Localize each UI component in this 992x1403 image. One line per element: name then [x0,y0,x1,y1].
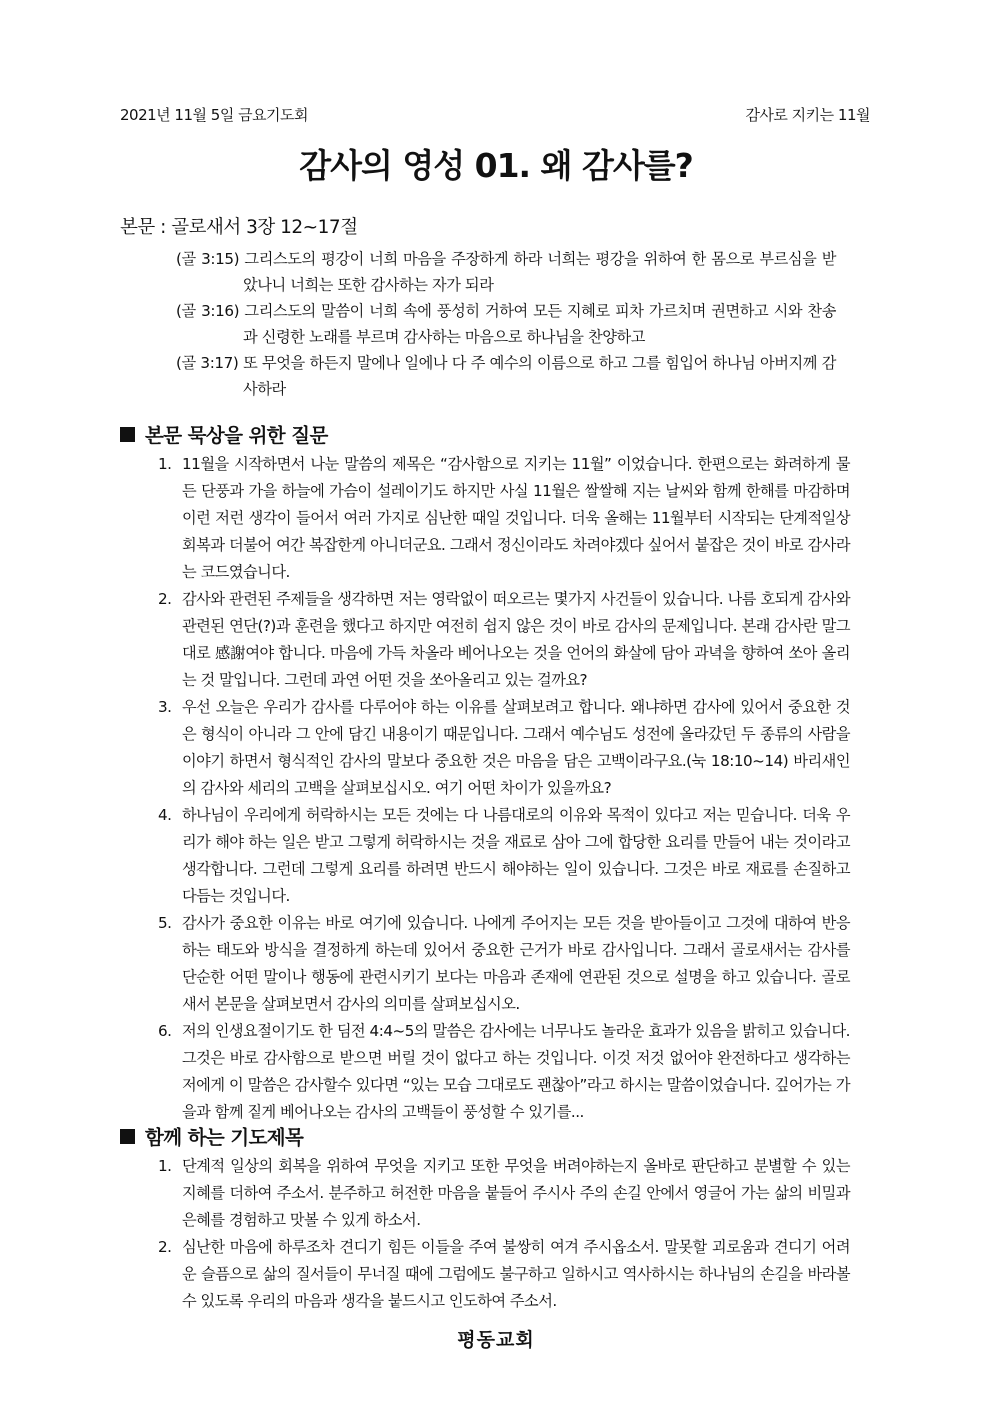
item-number: 5. [158,914,172,932]
prayers-heading [120,1122,303,1150]
list-item [158,1234,850,1315]
item-number: 6. [158,1022,172,1040]
church-name: 평동교회 [457,1329,535,1351]
item-text: 단계적 일상의 회복을 위하여 무엇을 지키고 또한 무엇을 버려야하는지 올바로 판단하고 분별할 수 있는 지혜를 더하여 주소서. 분주하고 허전한 마음을 붙들어 주시사 주의 손길 안에서 영글어 가는 삶의 비밀과 은혜를 경험하고 맛볼 수 있게 하소서. [182,1157,850,1229]
list-item [158,1018,850,1126]
list-item [158,910,850,1018]
item-number: 2. [158,590,172,608]
item-number: 1. [158,455,172,473]
square-bullet-icon [120,427,135,442]
document-header [120,104,870,125]
item-text: 저의 인생요절이기도 한 딤전 4:4~5의 말씀은 감사에는 너무나도 놀라운 효과가 있음을 밝히고 있습니다. 그것은 바로 감사함으로 받으면 버릴 것이 없다고 하는 것입니다. 이것 저것 없어야 완전하다고 생각하는 저에게 이 말씀은 감사할수 있다면 “있는 모습 그대로도 괜찮아”라고 하시는 말씀이었습니다. 깊어가는 가을과 함께 짙게 베어나오는 감사의 고백들이 풍성할 수 있기를... [182,1022,850,1121]
questions-heading [120,420,328,448]
item-text: 감사가 중요한 이유는 바로 여기에 있습니다. 나에게 주어지는 모든 것을 받아들이고 그것에 대하여 반응하는 태도와 방식을 결정하게 하는데 있어서 중요한 근거가 바로 감사입니다. 그래서 골로새서는 감사를 단순한 어떤 말이나 행동에 관련시키기 보다는 마음과 존재에 연관된 것으로 설명을 하고 있습니다. 골로새서 본문을 살펴보면서 감사의 의미를 살펴보십시오. [182,914,850,1013]
questions-list [158,451,850,1126]
item-text: 하나님이 우리에게 허락하시는 모든 것에는 다 나름대로의 이유와 목적이 있다고 저는 믿습니다. 더욱 우리가 해야 하는 일은 받고 그렇게 허락하시는 것을 재료로 삼아 그에 합당한 요리를 만들어 내는 것이라고 생각합니다. 그런데 그렇게 요리를 하려면 반드시 해야하는 일이 있습니다. 그것은 바로 재료를 손질하고 다듬는 것입니다. [182,806,850,905]
item-number: 1. [158,1157,172,1175]
item-text: 심난한 마음에 하루조차 견디기 힘든 이들을 주여 불쌍히 여겨 주시옵소서. 말못할 괴로움과 견디기 어려운 슬픔으로 삶의 질서들이 무너질 때에 그럼에도 불구하고 일하시고 역사하시는 하나님의 손길을 바라볼수 있도록 우리의 마음과 생각을 붙드시고 인도하여 주소서. [182,1238,850,1310]
item-text: 감사와 관련된 주제들을 생각하면 저는 영락없이 떠오르는 몇가지 사건들이 있습니다. 나름 호되게 감사와 관련된 연단(?)과 훈련을 했다고 하지만 여전히 쉽지 않은 것이 바로 감사의 문제입니다. 본래 감사란 말그대로 感謝여야 합니다. 마음에 가득 차올라 베어나오는 것을 언어의 화살에 담아 과녁을 향하여 쏘아 올리는 것 말입니다. 그런데 과연 어떤 것을 쏘아올리고 있는 걸까요? [182,590,850,689]
verse-ref: (골 3:15) [176,250,240,268]
scripture-reference: 본문 : 골로새서 3장 12~17절 [120,217,358,238]
list-item [158,451,850,586]
verse-text: 그리스도의 말씀이 너희 속에 풍성히 거하여 모든 지혜로 피차 가르치며 권면하고 시와 찬송과 신령한 노래를 부르며 감사하는 마음으로 하나님을 찬양하고 [243,302,836,346]
prayers-list [158,1153,850,1315]
item-number: 2. [158,1238,172,1256]
verse [176,350,836,402]
questions-heading-text: 본문 묵상을 위한 질문 [145,424,328,447]
verse-text: 그리스도의 평강이 너희 마음을 주장하게 하라 너희는 평강을 위하여 한 몸으로 부르심을 받았나니 너희는 또한 감사하는 자가 되라 [243,250,836,294]
item-number: 4. [158,806,172,824]
item-text: 11월을 시작하면서 나눈 말씀의 제목은 “감사함으로 지키는 11월” 이었습니다. 한편으로는 화려하게 물든 단풍과 가을 하늘에 가슴이 설레이기도 하지만 사실 11월은 쌀쌀해 지는 날씨와 함께 한해를 마감하며 이런 저런 생각이 들어서 여러 가지로 심난한 때일 것입니다. 더욱 올해는 11월부터 시작되는 단계적일상회복과 더불어 여간 복잡한게 아니더군요. 그래서 정신이라도 차려야겠다 싶어서 붙잡은 것이 바로 감사라는 코드였습니다. [182,455,850,581]
list-item [158,586,850,694]
verse-text: 또 무엇을 하든지 말에나 일에나 다 주 예수의 이름으로 하고 그를 힘입어 하나님 아버지께 감사하라 [243,354,836,398]
verse [176,246,836,298]
scripture-verses [176,246,836,402]
list-item [158,802,850,910]
verse-ref: (골 3:17) [176,354,239,372]
verse-ref: (골 3:16) [176,302,240,320]
service-date: 2021년 11월 5일 금요기도회 [120,106,309,124]
prayers-heading-text: 함께 하는 기도제목 [145,1126,304,1149]
verse [176,298,836,350]
item-text: 우선 오늘은 우리가 감사를 다루어야 하는 이유를 살펴보려고 합니다. 왜냐하면 감사에 있어서 중요한 것은 형식이 아니라 그 안에 담긴 내용이기 때문입니다. 그래서 예수님도 성전에 올라갔던 두 종류의 사람을 이야기 하면서 형식적인 감사의 말보다 중요한 것은 마음을 담은 고백이라구요.(눅 18:10~14) 바리새인의 감사와 세리의 고백을 살펴보십시오. 여기 어떤 차이가 있을까요? [182,698,850,797]
item-number: 3. [158,698,172,716]
square-bullet-icon [120,1129,135,1144]
list-item [158,694,850,802]
list-item [158,1153,850,1234]
series-title: 감사로 지키는 11월 [745,106,870,124]
page-title: 감사의 영성 01. 왜 감사를? [299,146,693,185]
